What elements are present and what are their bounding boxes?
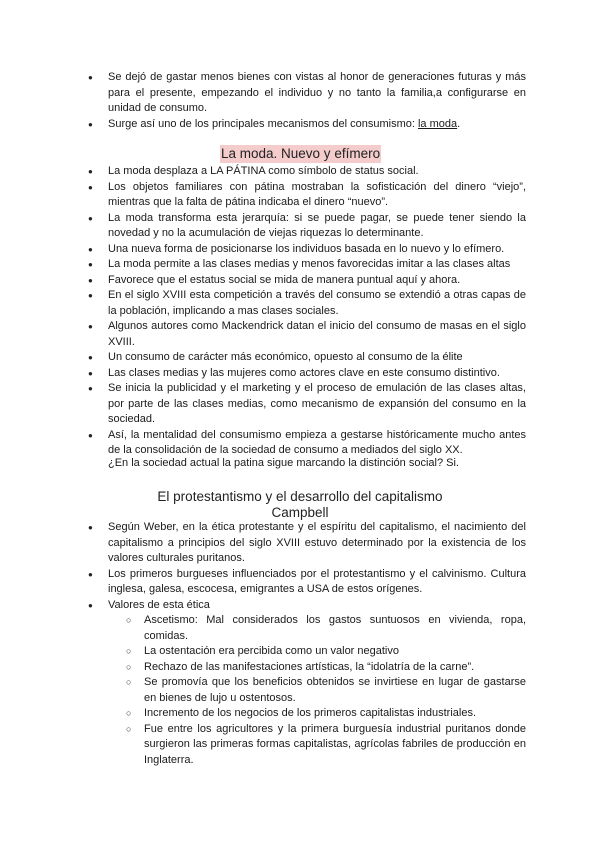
la-moda-link[interactable]: la moda bbox=[417, 117, 458, 130]
list-item: ● Así, la mentalidad del consumismo empieza a gestarse históricamente mucho antes de la consolidación de la sociedad de consumo a mediados del siglo XX. bbox=[88, 428, 526, 459]
list-item bbox=[88, 70, 526, 117]
list-item: ● La moda transforma esta jerarquía: si se puede pagar, se puede tener siendo la novedad y no la acumulación de viejas riquezas lo determinante. bbox=[88, 211, 526, 242]
list-item: ● En el siglo XVIII esta competición a través del consumo se extendió a otras capas de la población, implicando a mas clases sociales. bbox=[88, 288, 526, 319]
list-item: ● Los objetos familiares con pátina mostraban la sofisticación del dinero “viejo”, mientras que la falta de pátina indicaba el dinero “nuevo”. bbox=[88, 180, 526, 211]
sub-list-item: ○ Rechazo de las manifestaciones artísticas, la “idolatría de la carne”. bbox=[108, 660, 526, 676]
list-item: ● La moda permite a las clases medias y menos favorecidas imitar a las clases altas bbox=[88, 257, 526, 273]
list-item: ● Favorece que el estatus social se mida de manera puntual aquí y ahora. bbox=[88, 273, 526, 289]
sub-list-item: ○ Incremento de los negocios de los primeros capitalistas industriales. bbox=[108, 706, 526, 722]
intro-list bbox=[88, 70, 526, 132]
list-item: ● Algunos autores como Mackendrick datan el inicio del consumo de masas en el siglo XVIII. bbox=[88, 319, 526, 350]
section-heading-moda: La moda. Nuevo y efímero bbox=[221, 146, 381, 161]
list-item-text: Surge así uno de los principales mecanismos del consumismo: bbox=[108, 117, 418, 130]
list-item: ● La moda desplaza a LA PÁTINA como símbolo de status social. bbox=[88, 164, 526, 180]
valores-sublist bbox=[108, 613, 526, 768]
sub-list-item: ○ Se promovía que los beneficios obtenidos se invirtiese en lugar de gastarse en bienes de lujo u ostentosos. bbox=[108, 675, 526, 706]
list-item: ● Las clases medias y las mujeres como actores clave en este consumo distintivo. bbox=[88, 366, 526, 382]
weber-list bbox=[88, 520, 526, 768]
sub-list-item: ○ Fue entre los agricultores y la primera burguesía industrial puritanos donde surgieron las primeras formas capitalistas, agrícolas fabriles de producción en Inglaterra. bbox=[108, 722, 526, 769]
list-item: ● Una nueva forma de posicionarse los individuos basada en lo nuevo y lo efímero. bbox=[88, 242, 526, 258]
list-item: ● Los primeros burgueses influenciados por el protestantismo y el calvinismo. Cultura inglesa, galesa, escocesa, emigrantes a USA de estos orígenes. bbox=[88, 567, 526, 598]
question-text: ¿En la sociedad actual la patina sigue marcando la distinción social? Si. bbox=[108, 457, 459, 469]
sub-list-item: ○ Ascetismo: Mal considerados los gastos suntuosos en vivienda, ropa, comidas. bbox=[108, 613, 526, 644]
list-item-text: Se dejó de gastar menos bienes con vistas al honor de generaciones futuras y más para el presente, empezando el individuo y no tanto la familia,a configurarse en unidad de consumo. bbox=[108, 71, 526, 114]
sub-list-item: ○ La ostentación era percibida como un valor negativo bbox=[108, 644, 526, 660]
list-item: ● Se inicia la publicidad y el marketing y el proceso de emulación de las clases altas, por parte de las clases medias, como mecanismo de expansión del consumo en la sociedad. bbox=[88, 381, 526, 428]
list-item bbox=[88, 598, 526, 769]
section-title-protestantismo: El protestantismo y el desarrollo del capitalismo bbox=[157, 489, 443, 504]
section-author: Campbell bbox=[271, 505, 329, 520]
list-item-end: . bbox=[457, 117, 461, 130]
list-item: ● Según Weber, en la ética protestante y el espíritu del capitalismo, el nacimiento del capitalismo a principios del siglo XVIII estuvo determinado por la existencia de los valores culturales puritanos. bbox=[88, 520, 526, 567]
list-item-text: Valores de esta ética bbox=[108, 598, 210, 611]
list-item bbox=[88, 117, 526, 133]
list-item: ● Un consumo de carácter más económico, opuesto al consumo de la élite bbox=[88, 350, 526, 366]
moda-list bbox=[88, 164, 526, 459]
